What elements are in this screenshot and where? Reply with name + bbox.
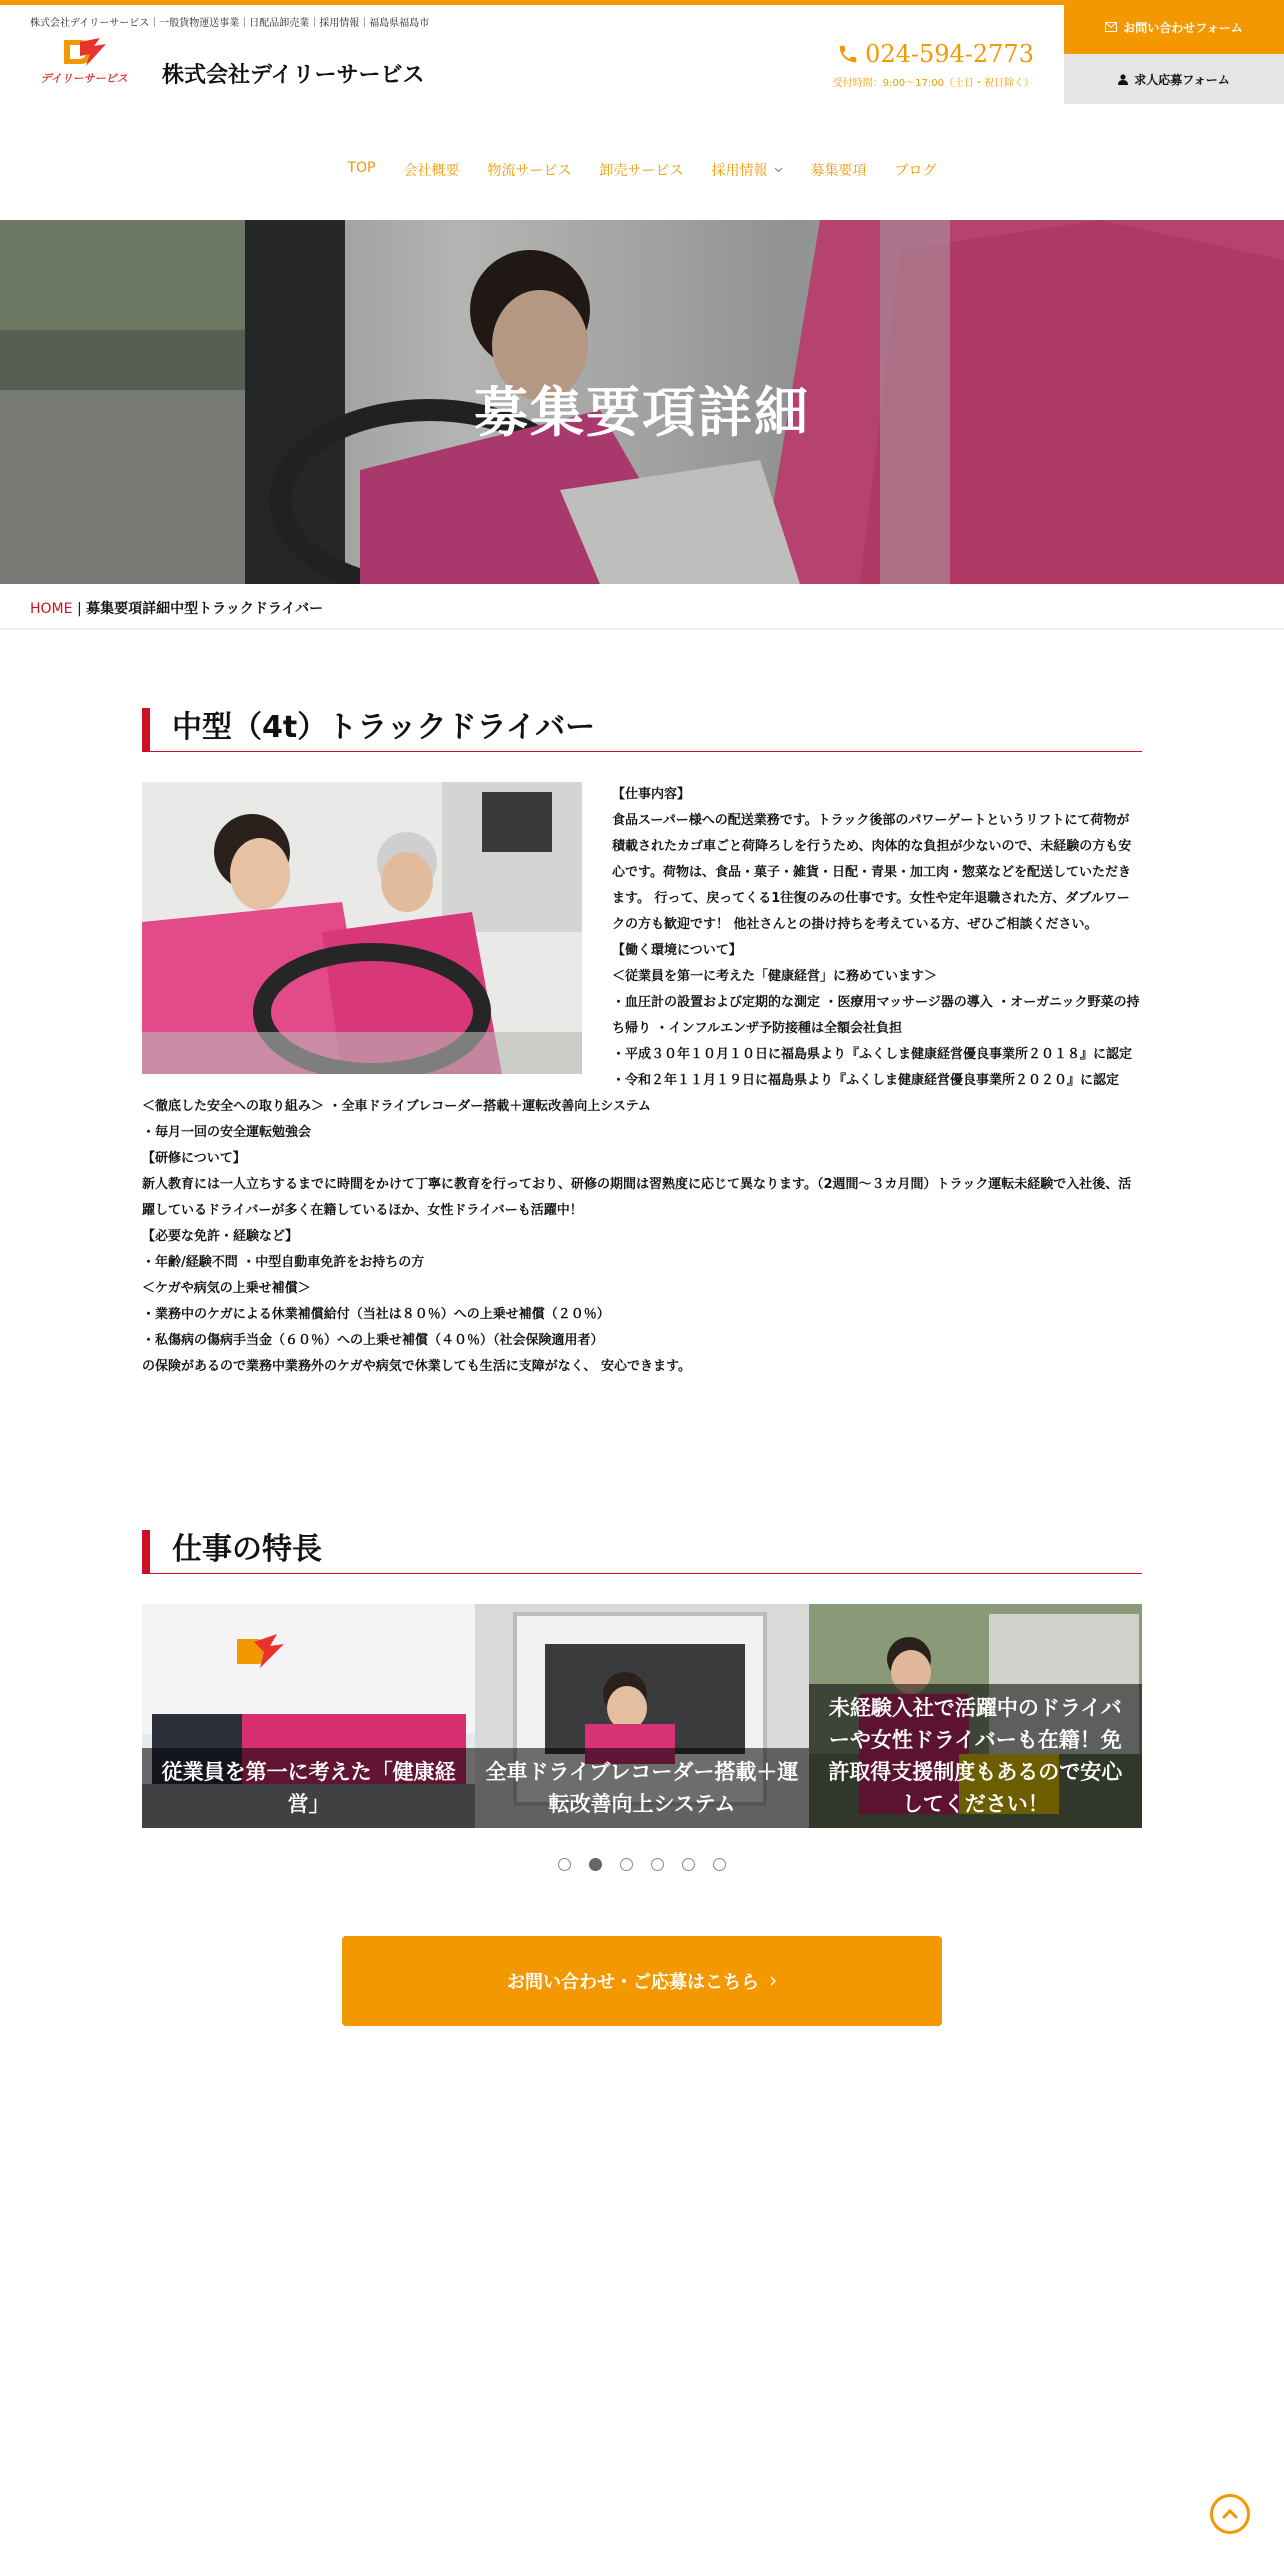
job-line-14: ＜ケガや病気の上乗せ補償＞	[142, 1281, 311, 1296]
slider-dot-2[interactable]	[589, 1858, 602, 1871]
phone-hours: 受付時間：9:00～17:00（土日・祝日除く）	[832, 78, 1034, 89]
hero-banner	[0, 220, 1284, 584]
slider-dot-4[interactable]	[651, 1858, 664, 1871]
breadcrumb-current: 募集要項詳細中型トラックドライバー	[86, 601, 324, 617]
nav-item-recruit-label: 採用情報	[711, 163, 768, 179]
job-line-3: 【働く環境について】	[612, 943, 742, 958]
feature-slide-2[interactable]	[475, 1604, 808, 1828]
cta-label: お問い合わせ・ご応募はこちら	[507, 1972, 759, 1993]
job-line-10: 【研修について】	[142, 1151, 246, 1166]
contact-apply-cta-button[interactable]	[342, 1936, 942, 2026]
nav-item-blog[interactable]: ブログ	[894, 163, 937, 179]
job-line-16: ・私傷病の傷病手当金（６０％）への上乗せ補償（４０％）（社会保険適用者）	[142, 1333, 604, 1348]
slider-dot-1[interactable]	[558, 1858, 571, 1871]
phone-number: 024-594-2773	[865, 40, 1034, 68]
job-title: 中型（4t）トラックドライバー	[142, 708, 1142, 752]
job-line-2: 食品スーパー様への配送業務です。トラック後部のパワーゲートというリフトにて荷物が積載されたカゴ車ごと荷降ろしを行うため、肉体的な負担が少ないので、未経験の方も安心です。荷物は、食品・菓子・雑貨・日配・青果・加工肉・惣菜などを配送していただきます。 行って、戻ってくる1往復のみの仕事です。女性や定年退職された方、ダブルワークの方も歓迎です！ 他社さんとの掛け持ちを考えている方、ぜひご相談ください。	[612, 813, 1132, 932]
phone-icon	[837, 43, 859, 65]
nav-item-recruit[interactable]	[712, 160, 783, 180]
contact-form-label: お問い合わせフォーム	[1123, 20, 1243, 35]
slider-dot-5[interactable]	[682, 1858, 695, 1871]
slider-pagination	[0, 1858, 1284, 1871]
feature-caption-2: 全車ドライブレコーダー搭載＋運転改善向上システム	[475, 1748, 808, 1828]
feature-caption-3: 未経験入社で活躍中のドライバーや女性ドライバーも在籍！免許取得支援制度もあるので安心してください！	[809, 1684, 1142, 1828]
features-title: 仕事の特長	[142, 1530, 1142, 1574]
logo-mark	[36, 36, 132, 88]
feature-slide-1[interactable]	[142, 1604, 475, 1828]
company-logo[interactable]	[36, 36, 132, 88]
back-to-top-button[interactable]	[1210, 2494, 1250, 2534]
breadcrumb-divider	[0, 628, 1284, 630]
job-line-11: 新人教育には一人立ちするまでに時間をかけて丁寧に教育を行っており、研修の期間は習熟度に応じて異なります。（2週間～３カ月間）トラック運転未経験で入社後、活躍しているドライバーが多く在籍しているほか、女性ドライバーも活躍中！	[142, 1177, 1132, 1218]
nav-item-wholesale[interactable]: 卸売サービス	[599, 163, 684, 179]
phone-block	[833, 40, 1034, 89]
chevron-down-icon	[774, 167, 783, 173]
job-description	[142, 782, 1142, 1380]
job-line-12: 【必要な免許・経験など】	[142, 1229, 299, 1244]
apply-form-label: 求人応募フォーム	[1134, 72, 1230, 87]
nav-item-logistics[interactable]: 物流サービス	[487, 163, 572, 179]
job-line-13: ・年齢/経験不問 ・中型自動車免許をお持ちの方	[142, 1255, 425, 1270]
hero-title: 募集要項詳細	[474, 381, 810, 444]
job-line-1: 【仕事内容】	[612, 787, 691, 802]
driver-photo	[142, 782, 582, 1074]
chevron-right-icon	[769, 1976, 777, 1986]
logo-text: デイリーサービス	[40, 72, 128, 85]
job-line-15: ・業務中のケガによる休業補償給付（当社は８０％）への上乗せ補償（２０％）	[142, 1307, 610, 1322]
job-line-4: ＜従業員を第一に考えた「健康経営」に務めています＞	[612, 969, 938, 984]
main-nav	[0, 160, 1284, 180]
breadcrumb-separator: |	[76, 601, 82, 617]
breadcrumb-home[interactable]: HOME	[30, 601, 73, 617]
company-name: 株式会社デイリーサービス	[162, 63, 425, 88]
job-line-8: ＜徹底した安全への取り組み＞ ・全車ドライブレコーダー搭載＋運転改善向上システム	[142, 1099, 651, 1114]
job-line-5: ・血圧計の設置および定期的な測定 ・医療用マッサージ器の導入 ・オーガニック野菜の持ち帰り ・インフルエンザ予防接種は全額会社負担	[612, 995, 1140, 1036]
job-photo	[142, 782, 582, 1074]
job-line-9: ・毎月一回の安全運転勉強会	[142, 1125, 312, 1140]
nav-item-requirements[interactable]: 募集要項	[810, 163, 867, 179]
site-tagline: 株式会社デイリーサービス｜一般貨物運送事業｜日配品卸売業｜採用情報｜福島県福島市	[30, 18, 430, 29]
slider-dot-3[interactable]	[620, 1858, 633, 1871]
user-icon	[1118, 74, 1128, 85]
mail-icon	[1105, 22, 1117, 32]
apply-form-button[interactable]	[1064, 54, 1284, 104]
contact-form-button[interactable]	[1064, 0, 1284, 54]
job-line-7: ・令和２年１１月１９日に福島県より『ふくしま健康経営優良事業所２０２０』に認定	[612, 1073, 1120, 1088]
nav-item-company[interactable]: 会社概要	[403, 163, 460, 179]
feature-slide-3[interactable]	[809, 1604, 1142, 1828]
phone-number-row[interactable]	[833, 40, 1034, 68]
chevron-up-icon	[1221, 2508, 1239, 2520]
breadcrumb	[30, 598, 323, 618]
job-line-6: ・平成３０年１０月１０日に福島県より『ふくしま健康経営優良事業所２０１８』に認定	[612, 1047, 1133, 1062]
job-line-17: の保険があるので業務中業務外のケガや病気で休業しても生活に支障がなく、 安心できます。	[142, 1359, 691, 1374]
features-slider[interactable]	[142, 1604, 1142, 1828]
nav-item-top[interactable]: TOP	[347, 160, 376, 176]
feature-caption-1: 従業員を第一に考えた「健康経営」	[142, 1748, 475, 1828]
slider-dot-6[interactable]	[713, 1858, 726, 1871]
